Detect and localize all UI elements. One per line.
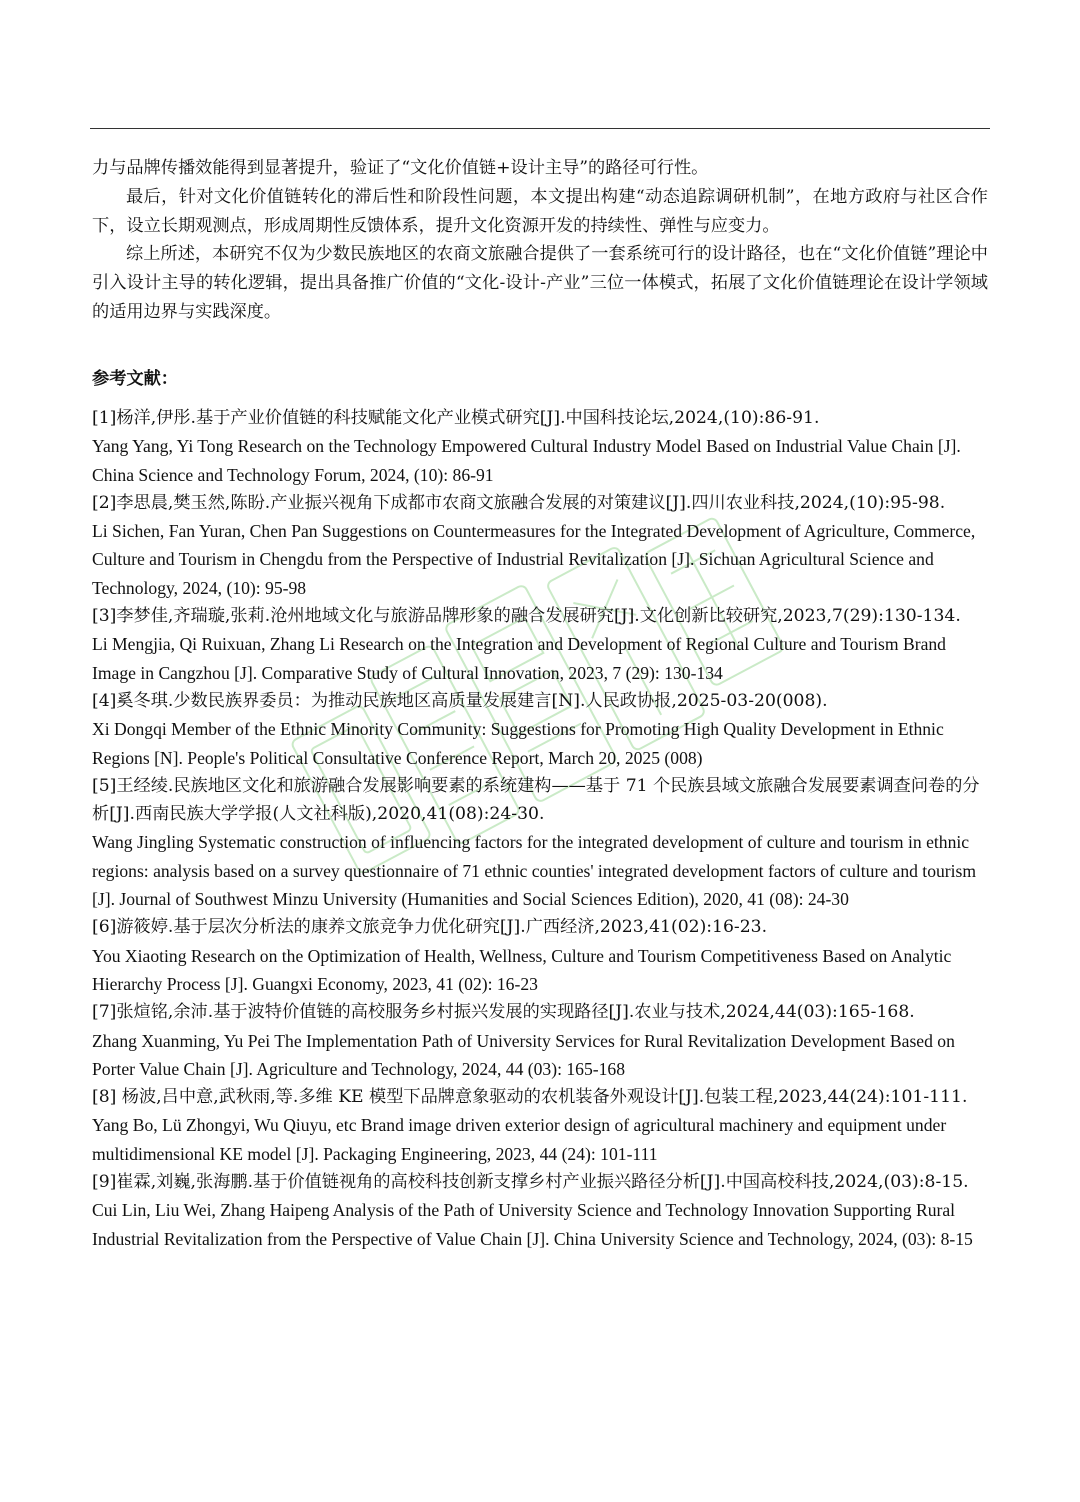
reference-item [92, 404, 988, 489]
reference-citation-cn: [5]王经绫.民族地区文化和旅游融合发展影响要素的系统建构——基于 71 个民族县域文旅融合发展要素调查问卷的分析[J].西南民族大学学报(人文社科版),2020,41(08):24-30. [92, 775, 980, 825]
reference-citation-en: Wang Jingling Systematic construction of influencing factors for the integrated development of culture and tourism in ethnic regions: analysis based on a survey questionnaire of 71 ethnic counties' integrated development factors of culture and tourism [J]. Journal of Southwest Minzu University (Humanities and Social Sciences Edition), 2020, 41 (08): 24-30 [92, 832, 977, 910]
reference-item [92, 772, 988, 913]
reference-citation-en: Li Sichen, Fan Yuran, Chen Pan Suggestions on Countermeasures for the Integrated Development of Agriculture, Commerce, Culture and Tourism in Chengdu from the Perspective of Industrial Revitalization [J]. Sichuan Agricultural Science and Technology, 2024, (10): 95-98 [92, 521, 976, 598]
reference-citation-cn: [1]杨洋,伊彤.基于产业价值链的科技赋能文化产业模式研究[J].中国科技论坛,2024,(10):86-91. [92, 408, 820, 428]
body-paragraph: 综上所述，本研究不仅为少数民族地区的农商文旅融合提供了一套系统可行的设计路径，也在“文化价值链”理论中引入设计主导的转化逻辑，提出具备推广价值的“文化-设计-产业”三位一体模式，拓展了文化价值链理论在设计学领域的适用边界与实践深度。 [92, 244, 988, 322]
references-heading: 参考文献： [92, 369, 178, 389]
reference-citation-en: Yang Bo, Lü Zhongyi, Wu Qiuyu, etc Brand image driven exterior design of agricultural machinery and equipment under multidimensional KE model [J]. Packaging Engineering, 2023, 44 (24): 101-111 [92, 1115, 947, 1164]
reference-citation-en: Xi Dongqi Member of the Ethnic Minority Community: Suggestions for Promoting High Quality Development in Ethnic Regions [N]. People's Political Consultative Conference Report, March 20, 2025 (008) [92, 719, 944, 768]
references-list [92, 404, 988, 1253]
reference-item [92, 602, 988, 687]
reference-item [92, 913, 988, 998]
body-paragraph: 力与品牌传播效能得到显著提升，验证了“文化价值链+设计主导”的路径可行性。 [92, 158, 709, 178]
body-text [92, 154, 988, 327]
reference-citation-en: Yang Yang, Yi Tong Research on the Technology Empowered Cultural Industry Model Based on Industrial Value Chain [J]. China Science and Technology Forum, 2024, (10): 86-91 [92, 436, 961, 485]
reference-citation-cn: [6]游筱婷.基于层次分析法的康养文旅竞争力优化研究[J].广西经济,2023,41(02):16-23. [92, 917, 768, 938]
reference-citation-cn: [7]张煊铭,余沛.基于波特价值链的高校服务乡村振兴发展的实现路径[J].农业与技术,2024,44(03):165-168. [92, 1002, 915, 1023]
reference-item [92, 489, 988, 602]
reference-citation-cn: [2]李思晨,樊玉然,陈盼.产业振兴视角下成都市农商文旅融合发展的对策建议[J].四川农业科技,2024,(10):95-98. [92, 492, 946, 513]
reference-item [92, 998, 988, 1083]
reference-citation-en: Zhang Xuanming, Yu Pei The Implementation Path of University Services for Rural Revitalization Development Based on Porter Value Chain [J]. Agriculture and Technology, 2024, 44 (03): 165-168 [92, 1030, 955, 1079]
reference-citation-cn: [4]奚冬琪.少数民族界委员：为推动民族地区高质量发展建言[N].人民政协报,2025-03-20(008). [92, 690, 828, 711]
reference-item [92, 1168, 988, 1253]
reference-citation-cn: [3]李梦佳,齐瑞璇,张莉.沧州地域文化与旅游品牌形象的融合发展研究[J].文化创新比较研究,2023,7(29):130-134. [92, 606, 961, 627]
reference-citation-en: Cui Lin, Liu Wei, Zhang Haipeng Analysis of the Path of University Science and Technology Innovation Supporting Rural Industrial Revitalization from the Perspective of Value Chain [J]. China University Science and Technology, 2024, (03): 8-15 [92, 1200, 973, 1249]
reference-item [92, 1083, 988, 1168]
reference-citation-cn: [9]崔霖,刘巍,张海鹏.基于价值链视角的高校科技创新支撑乡村产业振兴路径分析[J].中国高校科技,2024,(03):8-15. [92, 1172, 969, 1193]
body-paragraph: 最后，针对文化价值链转化的滞后性和阶段性问题，本文提出构建“动态追踪调研机制”，在地方政府与社区合作下，设立长期观测点，形成周期性反馈体系，提升文化资源开发的持续性、弹性与应变力。 [92, 186, 988, 236]
reference-citation-en: You Xiaoting Research on the Optimization of Health, Wellness, Culture and Tourism Competitiveness Based on Analytic Hierarchy Process [J]. Guangxi Economy, 2023, 41 (02): 16-23 [92, 945, 952, 994]
reference-citation-en: Li Mengjia, Qi Ruixuan, Zhang Li Research on the Integration and Development of Regional Culture and Tourism Brand Image in Cangzhou [J]. Comparative Study of Cultural Innovation, 2023, 7 (29): 130-134 [92, 634, 946, 683]
reference-item [92, 687, 988, 772]
header-rule [90, 128, 990, 129]
reference-citation-cn: [8] 杨波,吕中意,武秋雨,等.多维 KE 模型下品牌意象驱动的农机装备外观设计[J].包装工程,2023,44(24):101-111. [92, 1087, 968, 1108]
